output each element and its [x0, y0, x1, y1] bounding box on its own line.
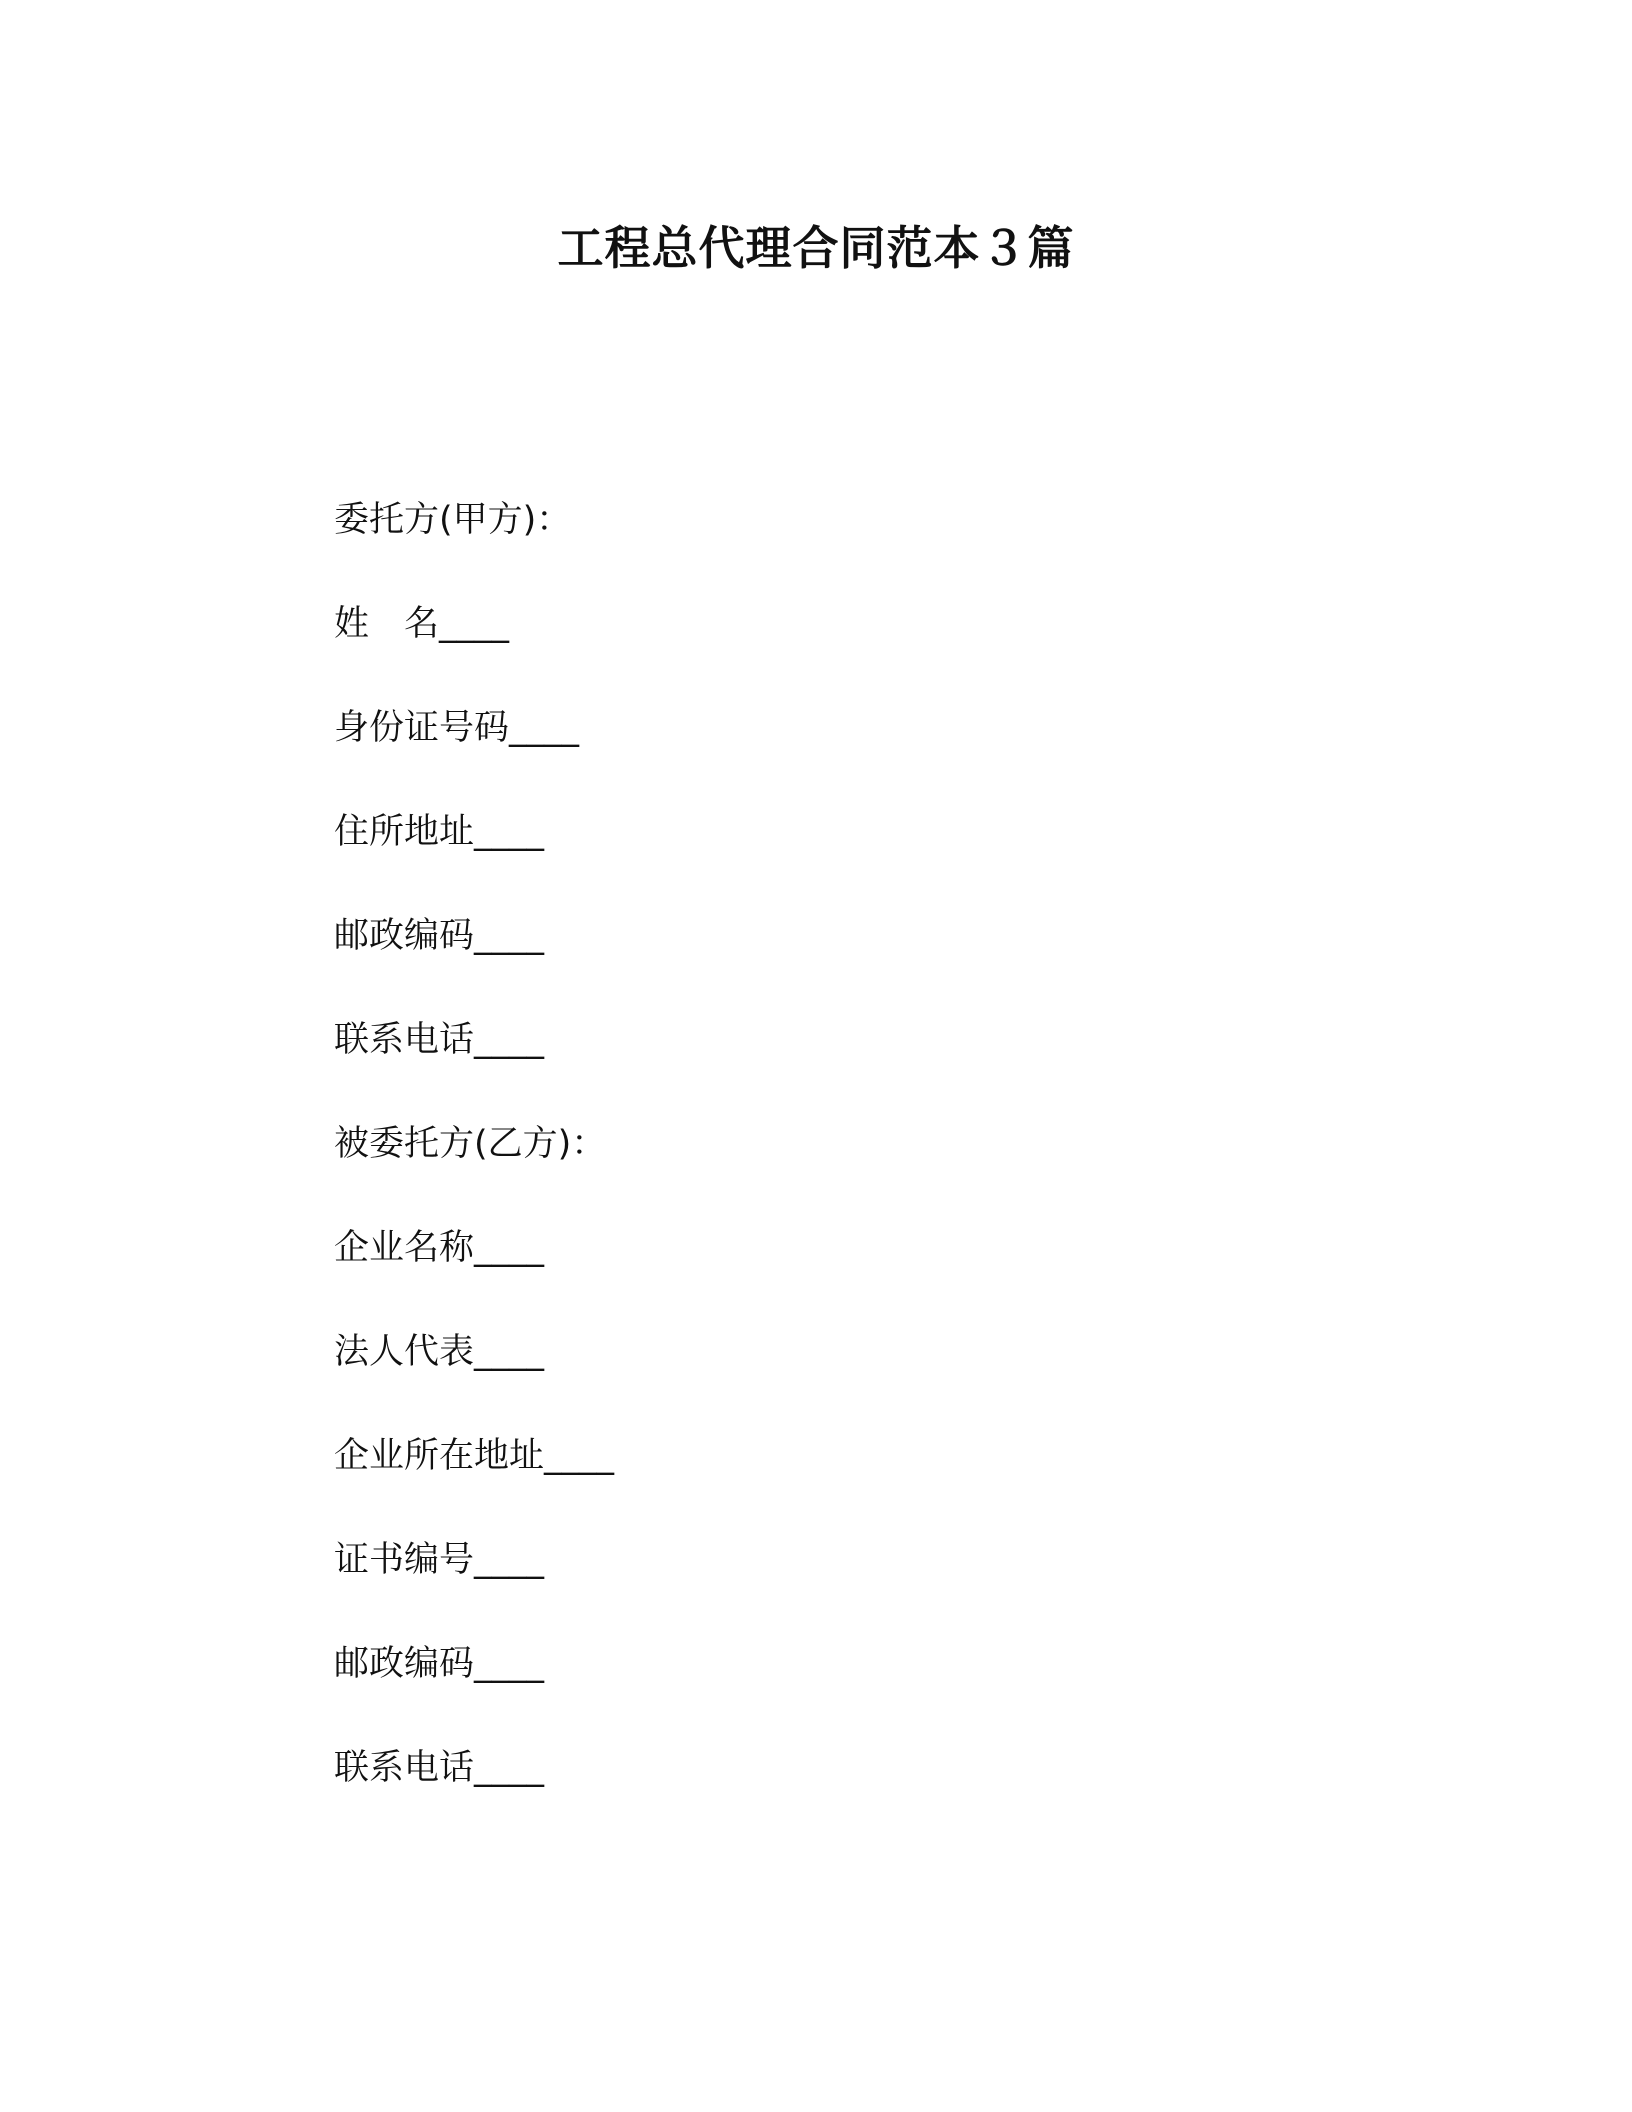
party-b-certificate-number-field: 证书编号____: [334, 1540, 545, 1580]
party-b-company-address-field: 企业所在地址____: [334, 1436, 615, 1476]
party-b-phone-field: 联系电话____: [334, 1748, 545, 1788]
document-title: 工程总代理合同范本３篇: [557, 221, 1075, 275]
party-b-postcode-field: 邮政编码____: [334, 1644, 545, 1684]
party-a-heading: 委托方(甲方)：: [334, 500, 572, 540]
party-a-id-number-field: 身份证号码____: [334, 708, 580, 748]
party-a-phone-field: 联系电话____: [334, 1020, 545, 1060]
contract-fields: [334, 490, 1434, 1842]
party-a-name-field: 姓 名____: [334, 604, 510, 644]
party-b-company-name-field: 企业名称____: [334, 1228, 545, 1268]
party-b-heading: 被委托方(乙方)：: [334, 1124, 607, 1164]
party-a-address-field: 住所地址____: [334, 812, 545, 852]
party-b-legal-representative-field: 法人代表____: [334, 1332, 545, 1372]
party-a-postcode-field: 邮政编码____: [334, 916, 545, 956]
